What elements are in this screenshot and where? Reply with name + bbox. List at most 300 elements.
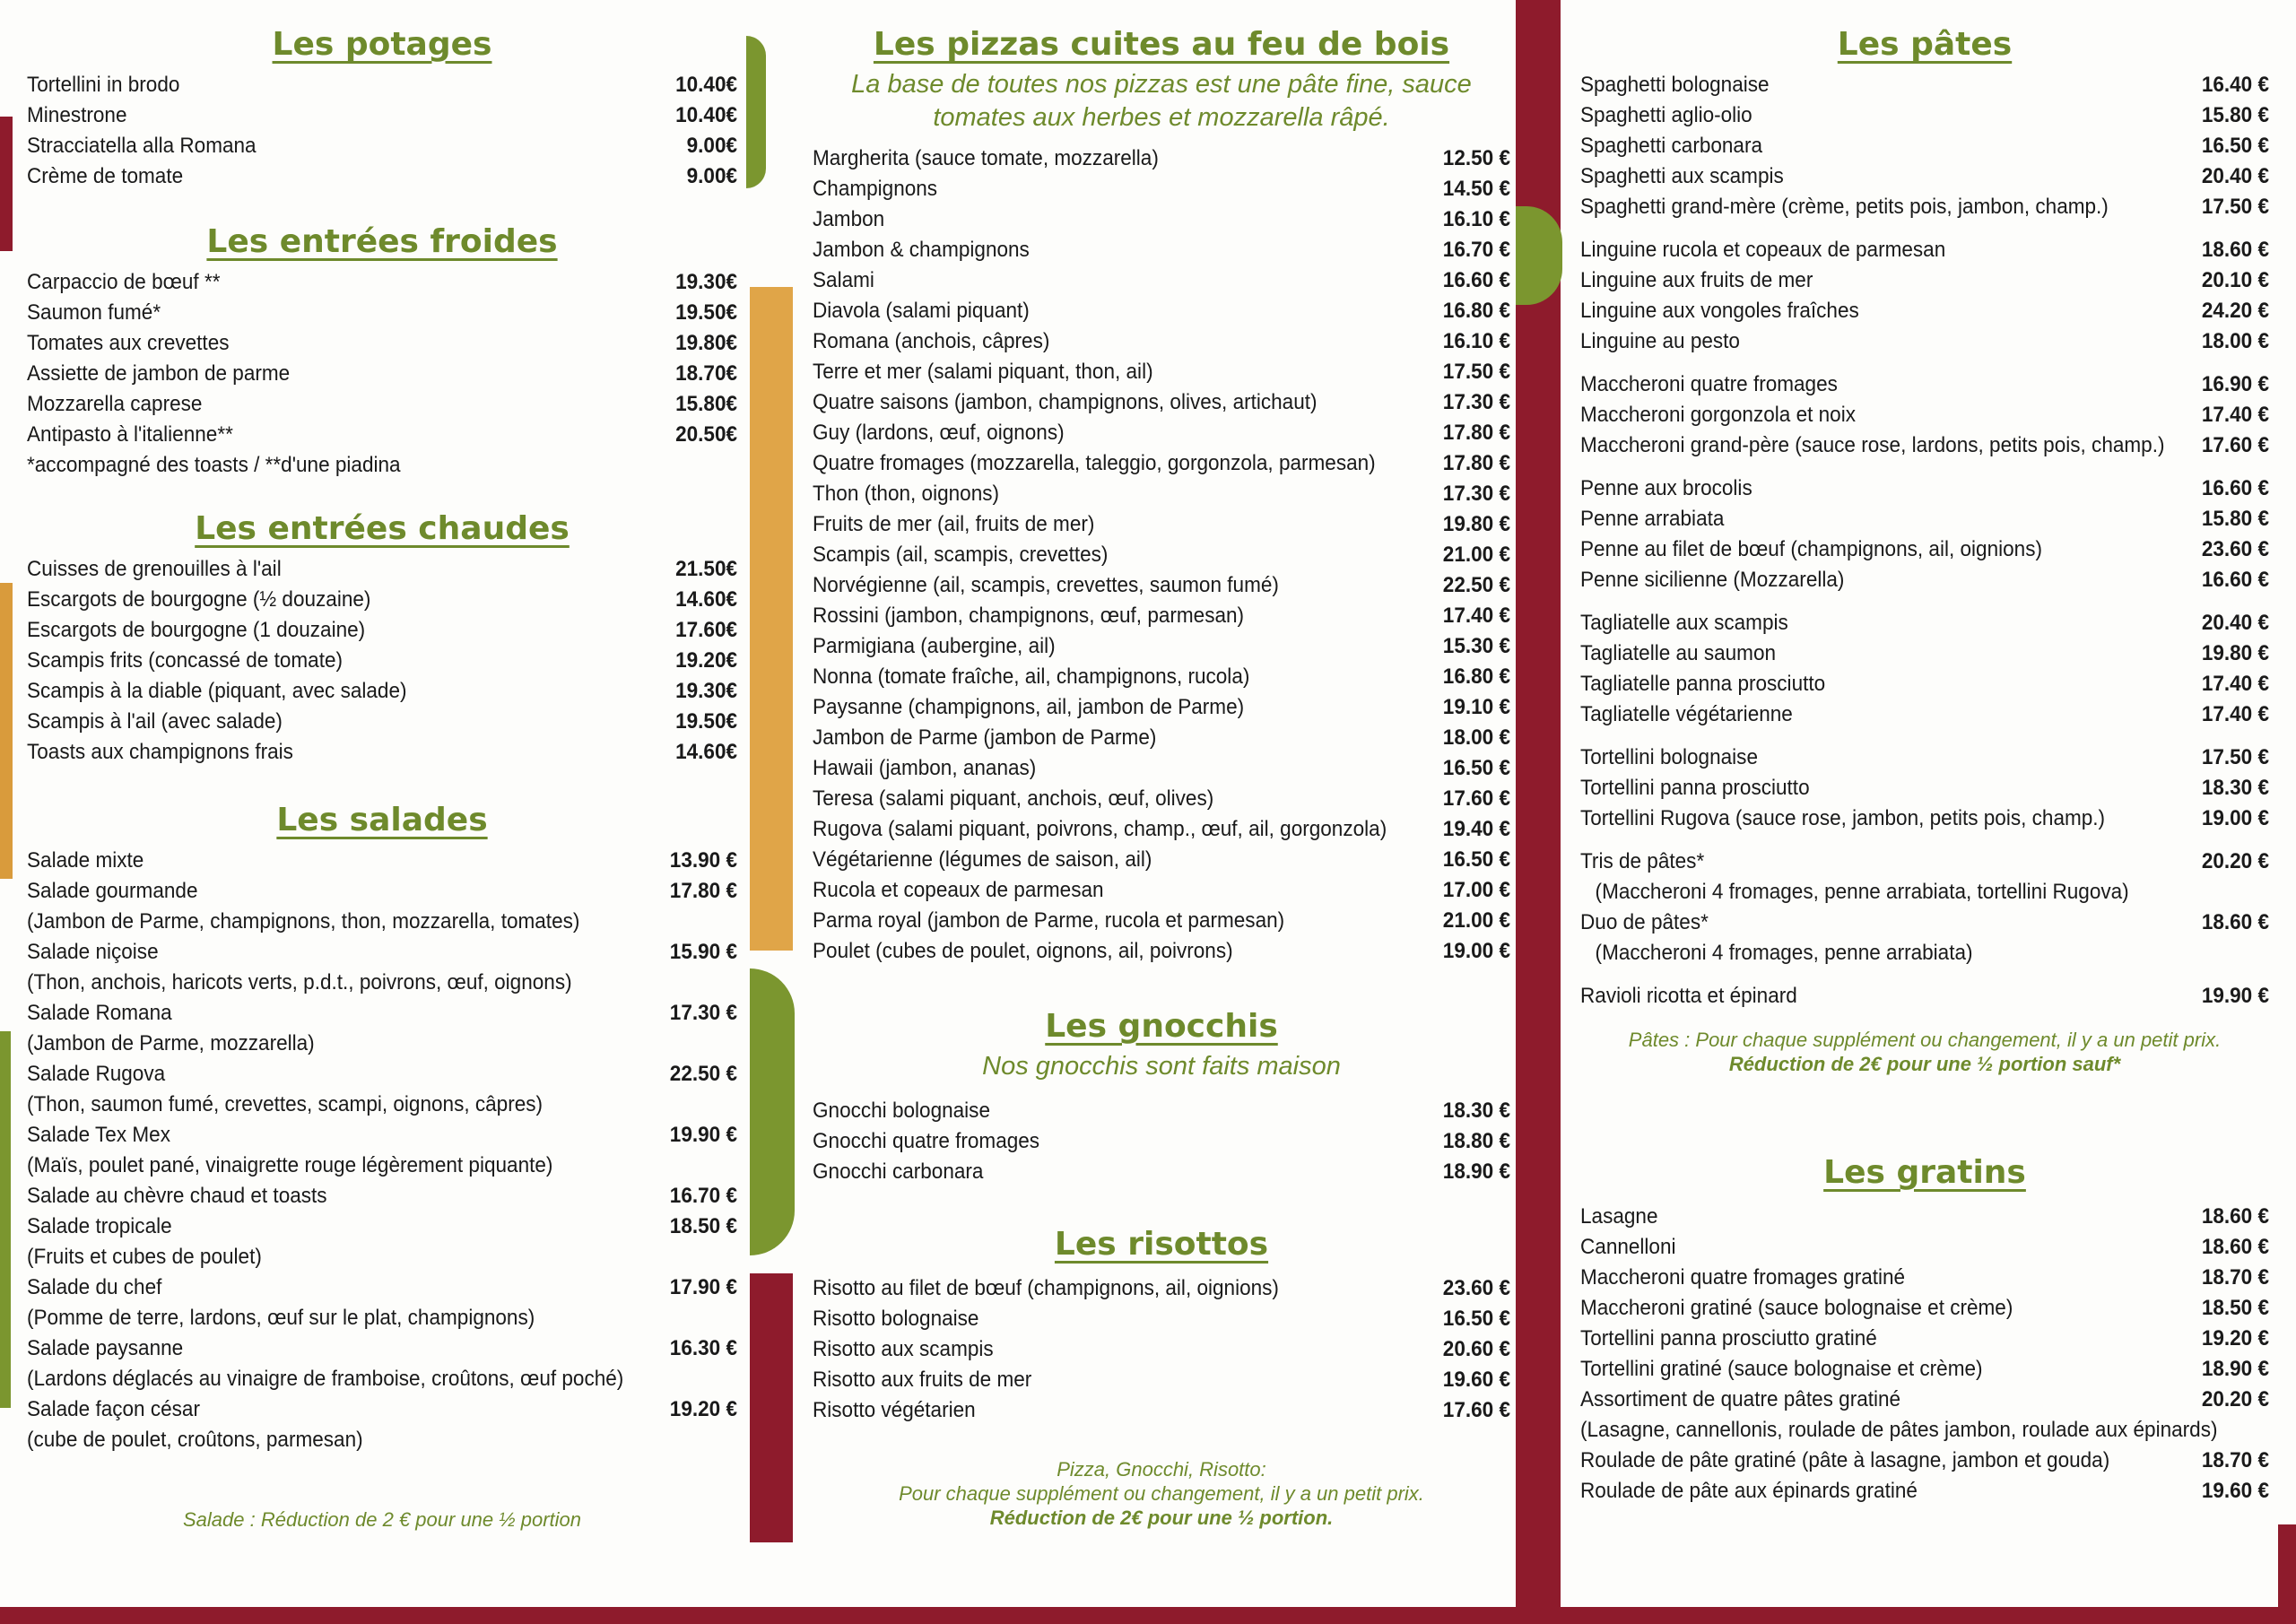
menu-item (27, 100, 737, 131)
menu-item (1580, 773, 2269, 803)
menu-item-price: 22.50 € (669, 1062, 738, 1086)
menu-item (1580, 565, 2269, 595)
menu-item-price: 17.40 € (1442, 604, 1511, 628)
menu-item-price: 19.00 € (1442, 939, 1511, 963)
menu-item-price: 16.50 € (1442, 847, 1511, 872)
menu-item-name: Risotto végétarien (813, 1398, 976, 1422)
menu-item (1580, 1354, 2269, 1385)
menu-item (1580, 608, 2269, 638)
menu-item-price: 15.90 € (669, 940, 738, 964)
menu-item-name: Spaghetti aglio-olio (1580, 103, 1752, 127)
menu-item-name: Rossini (jambon, champignons, œuf, parmesan) (813, 604, 1245, 628)
menu-item-price: 19.30€ (675, 679, 738, 703)
menu-item-price: 20.20 € (2201, 1387, 2270, 1411)
menu-item-name: Salade mixte (27, 848, 144, 873)
menu-item (813, 479, 1510, 509)
menu-item (1580, 430, 2269, 461)
menu-item (27, 1120, 737, 1151)
menu-item-price: 16.70 € (1442, 238, 1511, 262)
menu-item (813, 357, 1510, 387)
right-wine-corner (2278, 1524, 2296, 1624)
gutter2-green-leaf (1516, 206, 1562, 305)
item-list (27, 846, 737, 1455)
menu-item-name: Risotto au filet de bœuf (champignons, ail, oignions) (813, 1276, 1279, 1300)
menu-item-name: Salade au chèvre chaud et toasts (27, 1184, 327, 1208)
menu-item-name: Minestrone (27, 103, 127, 127)
section-subtitle: Nos gnocchis sont faits maison (982, 1052, 1341, 1081)
gutter1-ochre-block (750, 287, 793, 951)
column-middle (813, 0, 1510, 1624)
menu-item-name: Tortellini in brodo (27, 73, 180, 97)
menu-item (1580, 161, 2269, 192)
menu-item-price: 16.50 € (1442, 1307, 1511, 1331)
menu-item-price: 19.60 € (1442, 1368, 1511, 1392)
menu-item-name: Assortiment de quatre pâtes gratiné (1580, 1387, 1901, 1411)
menu-item (1580, 1385, 2269, 1415)
menu-item-name: Risotto bolognaise (813, 1307, 979, 1331)
left-wine-stripe (0, 117, 13, 251)
menu-item-name: Salade Romana (27, 1001, 172, 1025)
menu-item-name: Linguine rucola et copeaux de parmesan (1580, 238, 1946, 262)
menu-item-price: 17.60 € (1442, 786, 1511, 811)
menu-item-price: 17.80 € (1442, 451, 1511, 475)
menu-item-price: 14.50 € (1442, 177, 1511, 201)
section-title: Les pâtes (1837, 26, 2013, 63)
menu-item-price: 22.50 € (1442, 573, 1511, 597)
menu-item (813, 570, 1510, 601)
menu-item (813, 1273, 1510, 1304)
item-group (1580, 369, 2269, 461)
menu-item-price: 17.40 € (2201, 672, 2270, 696)
menu-item-description: (Thon, anchois, haricots verts, p.d.t., poivrons, œuf, oignons) (27, 970, 572, 994)
menu-item (813, 204, 1510, 235)
menu-item (813, 509, 1510, 540)
item-list (27, 70, 737, 192)
menu-item-price: 19.30€ (675, 270, 738, 294)
menu-item-name: Végétarienne (légumes de saison, ail) (813, 847, 1152, 872)
menu-item (1580, 473, 2269, 504)
column-left (27, 0, 737, 1624)
item-group (1580, 473, 2269, 595)
column-right (1580, 0, 2269, 1624)
gutter1-wine-block (750, 1273, 793, 1542)
menu-item-price: 18.70€ (675, 361, 738, 386)
menu-item (813, 540, 1510, 570)
item-group (1580, 608, 2269, 730)
menu-item-price: 20.60 € (1442, 1337, 1511, 1361)
menu-item-description: (Lardons déglacés au vinaigre de framboise, croûtons, œuf poché) (27, 1367, 624, 1391)
menu-item-name: Antipasto à l'italienne** (27, 422, 233, 447)
menu-item-price: 19.90 € (669, 1123, 738, 1147)
menu-item-price: 18.60 € (2201, 238, 2270, 262)
menu-item (27, 70, 737, 100)
menu-item-name: Lasagne (1580, 1204, 1658, 1229)
menu-item-name: Poulet (cubes de poulet, oignons, ail, poivrons) (813, 939, 1233, 963)
item-list (27, 267, 737, 450)
menu-item-name: Stracciatella alla Romana (27, 134, 257, 158)
menu-item (813, 936, 1510, 967)
menu-item-name: Terre et mer (salami piquant, thon, ail) (813, 360, 1153, 384)
menu-item-name: Salade gourmande (27, 879, 198, 903)
menu-item (27, 131, 737, 161)
menu-item-price: 19.60 € (2201, 1479, 2270, 1503)
menu-item-name: Escargots de bourgogne (1 douzaine) (27, 618, 366, 642)
salades-footer: Salade : Réduction de 2 € pour une ½ portion (183, 1508, 581, 1531)
menu-item-name: Maccheroni quatre fromages gratiné (1580, 1265, 1906, 1290)
menu-item-price: 16.50 € (1442, 756, 1511, 780)
menu-item (813, 723, 1510, 753)
menu-item-name: Gnocchi carbonara (813, 1159, 984, 1184)
menu-item (813, 662, 1510, 692)
menu-item-price: 17.30 € (669, 1001, 738, 1025)
menu-item (813, 1365, 1510, 1395)
menu-item-price: 20.40 € (2201, 611, 2270, 635)
item-group (1580, 70, 2269, 222)
item-list (813, 143, 1510, 967)
menu-item (813, 235, 1510, 265)
menu-item-name: Parma royal (jambon de Parme, rucola et parmesan) (813, 908, 1285, 933)
menu-item (1580, 847, 2269, 877)
footnote: *accompagné des toasts / **d'une piadina (27, 453, 401, 477)
item-list (1580, 70, 2269, 1012)
section-pizzas (813, 25, 1510, 967)
menu-item-name: Rucola et copeaux de parmesan (813, 878, 1104, 902)
menu-item (27, 998, 737, 1029)
menu-item-price: 12.50 € (1442, 146, 1511, 170)
item-list (813, 1273, 1510, 1426)
menu-item-name: Ravioli ricotta et épinard (1580, 984, 1797, 1008)
menu-item-name: Maccheroni gratiné (sauce bolognaise et crème) (1580, 1296, 2013, 1320)
menu-item-name: Tagliatelle au saumon (1580, 641, 1777, 665)
menu-item (813, 143, 1510, 174)
menu-item-name: Crème de tomate (27, 164, 184, 188)
menu-item-price: 10.40€ (675, 73, 738, 97)
item-list (1580, 1202, 2269, 1507)
menu-item-price: 19.20 € (2201, 1326, 2270, 1350)
menu-item-price: 16.70 € (669, 1184, 738, 1208)
menu-item (27, 585, 737, 615)
menu-item (813, 814, 1510, 845)
menu-item (27, 937, 737, 968)
menu-item-name: Maccheroni grand-père (sauce rose, lardons, petits pois, champ.) (1580, 433, 2165, 457)
menu-item-description: (Fruits et cubes de poulet) (27, 1245, 262, 1269)
menu-item (1580, 100, 2269, 131)
menu-item-price: 18.30 € (2201, 776, 2270, 800)
section-potages (27, 25, 737, 192)
menu-item-name: Salami (813, 268, 874, 292)
menu-item (27, 420, 737, 450)
menu-item-description: (Maccheroni 4 fromages, penne arrabiata, tortellini Rugova) (1595, 880, 2129, 904)
menu-item-name: Maccheroni quatre fromages (1580, 372, 1838, 396)
menu-item-name: Paysanne (champignons, ail, jambon de Parme) (813, 695, 1245, 719)
menu-item-name: Teresa (salami piquant, anchois, œuf, olives) (813, 786, 1214, 811)
gutter1-green-leaf-2 (750, 968, 795, 1255)
menu-item (1580, 70, 2269, 100)
menu-item (1580, 908, 2269, 938)
menu-item-price: 20.50€ (675, 422, 738, 447)
menu-item-price: 15.30 € (1442, 634, 1511, 658)
menu-item-price: 20.10 € (2201, 268, 2270, 292)
menu-item-name: Salade tropicale (27, 1214, 172, 1238)
gutter1-green-leaf (746, 36, 766, 188)
menu-item-name: Romana (anchois, câpres) (813, 329, 1050, 353)
menu-item (1580, 235, 2269, 265)
menu-item-price: 16.80 € (1442, 299, 1511, 323)
menu-item (1580, 743, 2269, 773)
menu-item (27, 389, 737, 420)
menu-item-name: Salade paysanne (27, 1336, 184, 1360)
menu-item-price: 16.10 € (1442, 207, 1511, 231)
menu-item (27, 615, 737, 646)
menu-item-price: 19.80 € (1442, 512, 1511, 536)
menu-item-price: 21.00 € (1442, 543, 1511, 567)
menu-item-name: Scampis à la diable (piquant, avec salade) (27, 679, 407, 703)
menu-item (27, 554, 737, 585)
item-group (1580, 847, 2269, 968)
footer-line: Pour chaque supplément ou changement, il y a un petit prix. (899, 1482, 1424, 1505)
menu-item-price: 16.60 € (1442, 268, 1511, 292)
menu-item-name: Margherita (sauce tomate, mozzarella) (813, 146, 1159, 170)
menu-item-name: Jambon (813, 207, 885, 231)
menu-item (27, 1181, 737, 1211)
menu-item-price: 17.60 € (2201, 433, 2270, 457)
menu-item-description: (Thon, saumon fumé, crevettes, scampi, oignons, câpres) (27, 1092, 544, 1116)
menu-item-price: 10.40€ (675, 103, 738, 127)
menu-item-name: Tortellini bolognaise (1580, 745, 1758, 769)
menu-item (27, 161, 737, 192)
menu-item-price: 17.30 € (1442, 390, 1511, 414)
menu-item (1580, 504, 2269, 534)
menu-item-description: (Maccheroni 4 fromages, penne arrabiata) (1595, 941, 1973, 965)
menu-item-price: 9.00€ (686, 164, 738, 188)
menu-item (27, 707, 737, 737)
menu-item-name: Penne au filet de bœuf (champignons, ail, oignions) (1580, 537, 2042, 561)
menu-item-price: 17.00 € (1442, 878, 1511, 902)
menu-item (1580, 534, 2269, 565)
menu-item-name: Tris de pâtes* (1580, 849, 1705, 873)
menu-item (1580, 981, 2269, 1012)
menu-item-price: 18.70 € (2201, 1448, 2270, 1472)
menu-item-price: 18.60 € (2201, 1235, 2270, 1259)
menu-item-name: Tagliatelle aux scampis (1580, 611, 1788, 635)
menu-item-name: Salade Tex Mex (27, 1123, 170, 1147)
menu-item (813, 845, 1510, 875)
section-entrees-chaudes (27, 509, 737, 768)
menu-item-name: Duo de pâtes* (1580, 910, 1709, 934)
menu-item-price: 16.50 € (2201, 134, 2270, 158)
menu-item-name: Penne aux brocolis (1580, 476, 1752, 500)
menu-item-name: Saumon fumé* (27, 300, 161, 325)
menu-item-name: Spaghetti bolognaise (1580, 73, 1770, 97)
menu-item (27, 328, 737, 359)
menu-item-name: Quatre fromages (mozzarella, taleggio, gorgonzola, parmesan) (813, 451, 1376, 475)
menu-item (27, 676, 737, 707)
menu-item-price: 14.60€ (675, 740, 738, 764)
menu-item (813, 1395, 1510, 1426)
menu-item-price: 19.10 € (1442, 695, 1511, 719)
section-title: Les pizzas cuites au feu de bois (873, 26, 1450, 63)
menu-item (1580, 1202, 2269, 1232)
menu-item (1580, 669, 2269, 699)
menu-item (1580, 1293, 2269, 1324)
menu-item-price: 17.40 € (2201, 702, 2270, 726)
section-entrees-froides (27, 222, 737, 481)
menu-item (1580, 131, 2269, 161)
menu-item-price: 21.00 € (1442, 908, 1511, 933)
menu-item-price: 16.60 € (2201, 568, 2270, 592)
menu-item (813, 174, 1510, 204)
menu-item-name: Risotto aux fruits de mer (813, 1368, 1032, 1392)
menu-item-price: 15.80€ (675, 392, 738, 416)
menu-item-name: Tortellini gratiné (sauce bolognaise et crème) (1580, 1357, 1983, 1381)
section-subtitle: La base de toutes nos pizzas est une pâte fine, sauce tomates aux herbes et mozzarella râpé. (851, 70, 1472, 132)
menu-item (813, 692, 1510, 723)
menu-item (813, 1096, 1510, 1126)
item-list (813, 1096, 1510, 1187)
menu-item-price: 18.50 € (2201, 1296, 2270, 1320)
menu-item-price: 24.20 € (2201, 299, 2270, 323)
menu-item-description: (cube de poulet, croûtons, parmesan) (27, 1428, 363, 1452)
menu-item-price: 19.20 € (669, 1397, 738, 1421)
menu-item-name: Nonna (tomate fraîche, ail, champignons, rucola) (813, 664, 1250, 689)
menu-item-name: Thon (thon, oignons) (813, 482, 1000, 506)
menu-item (1580, 1476, 2269, 1507)
menu-item (813, 296, 1510, 326)
menu-item-name: Tortellini Rugova (sauce rose, jambon, petits pois, champ.) (1580, 806, 2106, 830)
menu-item-name: Escargots de bourgogne (½ douzaine) (27, 587, 371, 612)
menu-item-price: 19.90 € (2201, 984, 2270, 1008)
menu-item (27, 1059, 737, 1090)
menu-item-price: 17.50 € (2201, 745, 2270, 769)
menu-item-price: 18.80 € (1442, 1129, 1511, 1153)
menu-item-name: Parmigiana (aubergine, ail) (813, 634, 1056, 658)
menu-item-price: 15.80 € (2201, 507, 2270, 531)
menu-item-name: Spaghetti carbonara (1580, 134, 1763, 158)
menu-item (813, 875, 1510, 906)
pizza-gnocchi-risotto-footer (813, 1457, 1510, 1530)
menu-item (813, 784, 1510, 814)
menu-item (1580, 265, 2269, 296)
menu-item (813, 1126, 1510, 1157)
menu-item (1580, 803, 2269, 834)
menu-item-price: 17.30 € (1442, 482, 1511, 506)
menu-item (1580, 400, 2269, 430)
menu-item-price: 19.20€ (675, 648, 738, 673)
menu-item (27, 298, 737, 328)
menu-item-price: 17.60 € (1442, 1398, 1511, 1422)
menu-item-name: Tomates aux crevettes (27, 331, 230, 355)
menu-item-price: 19.80 € (2201, 641, 2270, 665)
menu-item-name: Assiette de jambon de parme (27, 361, 291, 386)
menu-item (27, 1394, 737, 1425)
menu-item-price: 23.60 € (1442, 1276, 1511, 1300)
item-group (1580, 235, 2269, 357)
menu-item-price: 21.50€ (675, 557, 738, 581)
menu-item-price: 17.80 € (669, 879, 738, 903)
menu-item-name: Spaghetti grand-mère (crème, petits pois, jambon, champ.) (1580, 195, 2109, 219)
menu-item (1580, 1232, 2269, 1263)
menu-item-price: 16.30 € (669, 1336, 738, 1360)
menu-item (813, 906, 1510, 936)
menu-item-price: 18.90 € (2201, 1357, 2270, 1381)
menu-item-name: Scampis (ail, scampis, crevettes) (813, 543, 1109, 567)
footer-line: Réduction de 2€ pour une ½ portion. (989, 1507, 1334, 1529)
menu-item-price: 14.60€ (675, 587, 738, 612)
menu-item-name: Rugova (salami piquant, poivrons, champ., œuf, ail, gorgonzola) (813, 817, 1387, 841)
pates-footer (1580, 1028, 2269, 1076)
menu-item-price: 16.10 € (1442, 329, 1511, 353)
menu-item-name: Champignons (813, 177, 938, 201)
section-gnocchis (813, 1007, 1510, 1187)
section-salades (27, 801, 737, 1455)
menu-item (813, 448, 1510, 479)
menu-item (27, 846, 737, 876)
menu-item (1580, 638, 2269, 669)
menu-item (1580, 192, 2269, 222)
section-title: Les salades (276, 802, 488, 838)
menu-item-name: Salade niçoise (27, 940, 159, 964)
menu-item (813, 1157, 1510, 1187)
menu-item-name: Roulade de pâte aux épinards gratiné (1580, 1479, 1918, 1503)
menu-item-name: Carpaccio de bœuf ** (27, 270, 221, 294)
menu-item (813, 418, 1510, 448)
menu-item-price: 18.00 € (2201, 329, 2270, 353)
menu-item-price: 18.30 € (1442, 1099, 1511, 1123)
section-risottos (813, 1225, 1510, 1426)
section-title: Les entrées chaudes (195, 510, 570, 547)
menu-item-price: 17.80 € (1442, 421, 1511, 445)
menu-item-name: Spaghetti aux scampis (1580, 164, 1784, 188)
menu-item-name: Linguine aux fruits de mer (1580, 268, 1813, 292)
menu-item (813, 1304, 1510, 1334)
menu-item-description: (Jambon de Parme, mozzarella) (27, 1031, 315, 1055)
menu-item (27, 876, 737, 907)
menu-item-price: 19.50€ (675, 300, 738, 325)
menu-item-description: (Jambon de Parme, champignons, thon, mozzarella, tomates) (27, 909, 580, 934)
menu-item-price: 17.90 € (669, 1275, 738, 1299)
menu-item-name: Guy (lardons, œuf, oignons) (813, 421, 1065, 445)
menu-item (27, 359, 737, 389)
menu-item-name: Diavola (salami piquant) (813, 299, 1030, 323)
menu-item-price: 18.70 € (2201, 1265, 2270, 1290)
menu-item (813, 601, 1510, 631)
menu-item-price: 18.90 € (1442, 1159, 1511, 1184)
menu-item-price: 23.60 € (2201, 537, 2270, 561)
menu-item (813, 387, 1510, 418)
menu-item-price: 20.20 € (2201, 849, 2270, 873)
menu-item (27, 1211, 737, 1242)
section-pates (1580, 25, 2269, 1076)
menu-item-price: 17.60€ (675, 618, 738, 642)
footer-line: Pâtes : Pour chaque supplément ou changement, il y a un petit prix. (1628, 1029, 2222, 1051)
left-green-stripe (0, 1031, 11, 1408)
menu-item-name: Scampis frits (concassé de tomate) (27, 648, 344, 673)
menu-item (1580, 369, 2269, 400)
menu-item (1580, 699, 2269, 730)
menu-item (27, 1333, 737, 1364)
menu-item-name: Scampis à l'ail (avec salade) (27, 709, 283, 734)
menu-item-name: Gnocchi bolognaise (813, 1099, 990, 1123)
menu-item-name: Linguine aux vongoles fraîches (1580, 299, 1859, 323)
menu-item (1580, 1446, 2269, 1476)
menu-item-name: Tortellini panna prosciutto (1580, 776, 1810, 800)
menu-item-name: Cannelloni (1580, 1235, 1676, 1259)
menu-item-price: 19.50€ (675, 709, 738, 734)
menu-item-price: 20.40 € (2201, 164, 2270, 188)
menu-item-price: 19.80€ (675, 331, 738, 355)
item-group (1580, 743, 2269, 834)
menu-item (813, 1334, 1510, 1365)
